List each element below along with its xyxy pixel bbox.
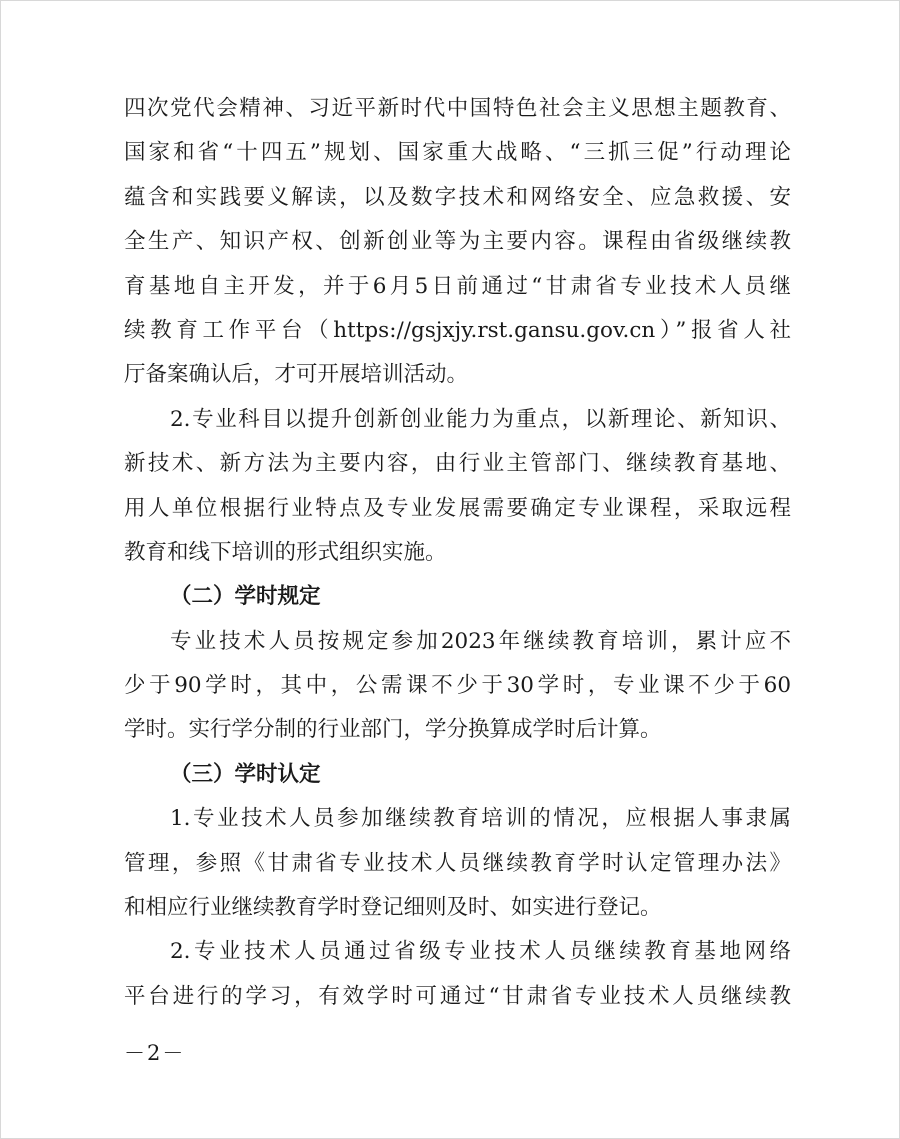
text-line: 厅备案确认后，才可开展培训活动。	[124, 362, 469, 388]
text-line: 1.专业技术人员参加继续教育培训的情况，应根据人事隶属	[170, 806, 791, 832]
text-line: 用人单位根据行业特点及专业发展需要确定专业课程，采取远程	[124, 495, 791, 521]
text-line: 全生产、知识产权、创新创业等为主要内容。课程由省级继续教	[124, 229, 791, 255]
text-line: 管理，参照《甘肃省专业技术人员继续教育学时认定管理办法》	[124, 850, 791, 876]
text-line: 平台进行的学习，有效学时可通过“甘肃省专业技术人员继续教	[124, 983, 791, 1009]
text-line: 蕴含和实践要义解读，以及数字技术和网络安全、应急救援、安	[124, 184, 791, 210]
text-line: 学时。实行学分制的行业部门，学分换算成学时后计算。	[124, 717, 662, 743]
text-line: 专业技术人员按规定参加2023年继续教育培训，累计应不	[170, 628, 791, 654]
section-heading: （二）学时规定	[170, 584, 321, 610]
text-line: 2.专业科目以提升创新创业能力为重点，以新理论、新知识、	[170, 406, 791, 432]
text-line: 育基地自主开发，并于6月5日前通过“甘肃省专业技术人员继	[124, 273, 791, 299]
text-line: 续教育工作平台（https://gsjxjy.rst.gansu.gov.cn）”报省人社	[124, 317, 791, 343]
text-line: 2.专业技术人员通过省级专业技术人员继续教育基地网络	[170, 939, 791, 965]
section-heading: （三）学时认定	[170, 761, 321, 787]
text-line: 四次党代会精神、习近平新时代中国特色社会主义思想主题教育、	[124, 96, 791, 121]
document-body	[124, 87, 791, 1019]
page-number: －2－	[124, 1041, 186, 1065]
text-line: 教育和线下培训的形式组织实施。	[124, 539, 447, 565]
text-line: 新技术、新方法为主要内容，由行业主管部门、继续教育基地、	[124, 451, 791, 477]
text-line: 和相应行业继续教育学时登记细则及时、如实进行登记。	[124, 895, 662, 921]
text-line: 少于90学时，其中，公需课不少于30学时，专业课不少于60	[124, 673, 791, 699]
text-line: 国家和省“十四五”规划、国家重大战略、“三抓三促”行动理论	[124, 140, 791, 166]
